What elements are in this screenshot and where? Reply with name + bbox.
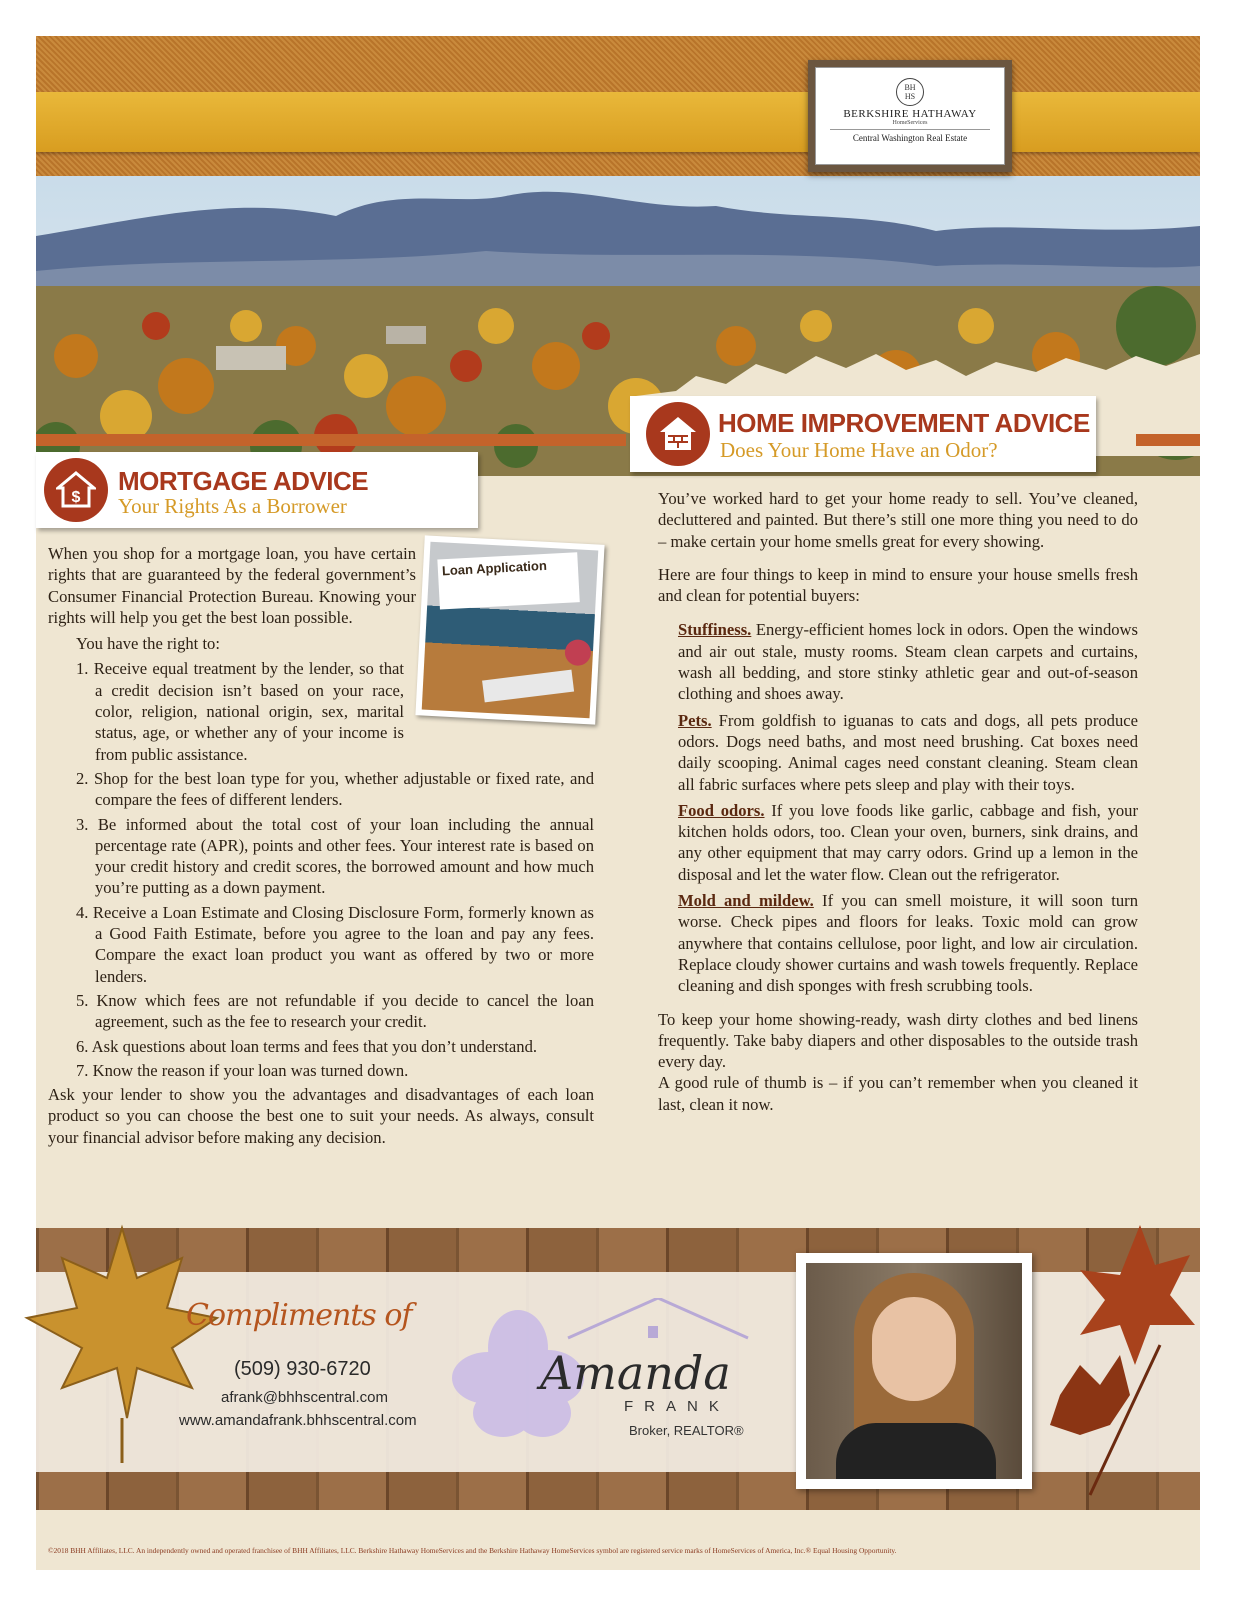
right-item: 2. Shop for the best loan type for you, whether adjustable or fixed rate, and compare the fees of different lenders.: [76, 768, 594, 810]
tip-stuffiness: Stuffiness. Energy-efficient homes lock in odors. Open the windows and air out stale, musty rooms. Steam clean carpets and curtains, wash all bedding, and store stinky athletic gear and out-of-season clothing and shoes away.: [678, 620, 1138, 704]
right-item: 1. Receive equal treatment by the lender, so that a credit decision isn’t based on your race, color, religion, national origin, sex, marital status, age, or whether any of your income is from public assistance.: [76, 659, 404, 764]
right-item: 4. Receive a Loan Estimate and Closing Disclosure Form, formerly known as a Good Faith Estimate, before you agree to the loan and pay any fees. Compare the exact loan product you want as offered by two or more lenders.: [76, 902, 594, 986]
home-intro: You’ve worked hard to get your home ready to sell. You’ve cleaned, decluttered and painted. But there’s still one more thing you need to do – make certain your home smells great for every showing.: [658, 489, 1138, 551]
logo-name: BERKSHIRE HATHAWAY: [843, 108, 977, 120]
agent-phone[interactable]: (509) 930-6720: [234, 1358, 371, 1380]
agent-photo: [796, 1253, 1032, 1489]
house-brick-icon: [646, 402, 710, 466]
logo-office: Central Washington Real Estate: [830, 129, 990, 143]
tip-food-odors: Food odors. If you love foods like garlic, cabbage and fish, your kitchen holds odors, too. Clean your oven, burners, sink drains, and any other equipment that may carry odors. Grind up a lemon in the disposal and let the water flow. Clean out the refrigerator.: [678, 800, 1138, 884]
right-item: 7. Know the reason if your loan was turned down.: [76, 1060, 409, 1080]
mortgage-column: [48, 543, 594, 1148]
accent-line: [36, 434, 626, 446]
logo-sub: HomeServices: [892, 120, 928, 126]
brokerage-logo: [808, 60, 1012, 172]
yellow-ribbon: [36, 92, 1200, 152]
rights-list: [48, 658, 594, 1081]
home-improvement-title: HOME IMPROVEMENT ADVICE: [718, 408, 1090, 438]
home-lead: Here are four things to keep in mind to ensure your house smells fresh and clean for potential buyers:: [658, 564, 1138, 606]
right-item: 3. Be informed about the total cost of your loan including the annual percentage rate (APR), points and other fees. Your interest rate is based on your credit history and credit scores, the borrowed amount and how much you’re putting as a down payment.: [76, 814, 594, 898]
maple-leaf-icon: [22, 1218, 222, 1468]
mortgage-title: MORTGAGE ADVICE: [118, 466, 369, 496]
agent-clothing: [836, 1423, 996, 1479]
agent-email[interactable]: afrank@bhhscentral.com: [221, 1389, 388, 1406]
bhhs-seal-icon: BH HS: [896, 78, 924, 106]
home-improvement-header: [630, 396, 1096, 472]
compliments-of: Compliments of: [186, 1298, 412, 1333]
right-item: 6. Ask questions about loan terms and fees that you don’t understand.: [76, 1036, 538, 1056]
home-column: [658, 488, 1138, 1115]
agent-face: [872, 1297, 956, 1401]
right-item: 5. Know which fees are not refundable if you decide to cancel the loan agreement, such as the fee to research your credit.: [76, 990, 594, 1032]
mortgage-intro: When you shop for a mortgage loan, you have certain rights that are guaranteed by the federal government’s Consumer Financial Protection Bureau. Knowing your rights will help you get the best loan possible.: [48, 544, 416, 627]
accent-line-right: [1136, 434, 1200, 446]
house-dollar-icon: [44, 458, 108, 522]
tip-pets: Pets. From goldfish to iguanas to cats and dogs, all pets produce odors. Dogs need baths, and most need brushing. Cat boxes need daily scooping. Animal cages need constant cleaning. Steam clean all fabric surfaces where pets sleep and play with their toys.: [678, 710, 1138, 794]
agent-website[interactable]: www.amandafrank.bhhscentral.com: [179, 1412, 417, 1429]
mortgage-subtitle: Your Rights As a Borrower: [118, 494, 347, 518]
tip-mold-mildew: Mold and mildew. If you can smell moisture, it will soon turn worse. Check pipes and floors for leaks. Toxic mold can grow anywhere that contains cellulose, poor light, and low air circulation. Replace cloudy shower curtains and wash towels frequently. Replace cleaning and dish sponges with fresh scrubbing tools.: [678, 891, 1139, 996]
home-improvement-subtitle: Does Your Home Have an Odor?: [720, 438, 998, 462]
agent-last-name: FRANK: [624, 1398, 730, 1415]
svg-text:$: $: [71, 489, 81, 506]
legal-footer: ©2018 BHH Affiliates, LLC. An independently owned and operated franchisee of BHH Affiliates, LLC. Berkshire Hathaway HomeServices and the Berkshire Hathaway HomeServices symbol are registered service marks of HomeServices of America, Inc.® Equal Housing Opportunity.: [48, 1546, 897, 1555]
agent-role: Broker, REALTOR®: [629, 1423, 744, 1438]
mortgage-lead: You have the right to:: [76, 634, 220, 654]
home-closing-2: A good rule of thumb is – if you can’t remember when you cleaned it last, clean it now.: [658, 1073, 1138, 1114]
agent-first-name: Amanda: [540, 1346, 731, 1400]
loan-application-label: Loan Application: [437, 552, 579, 609]
autumn-leaves-icon: [1020, 1215, 1200, 1505]
mortgage-closing: Ask your lender to show you the advantages and disadvantages of each loan product so you can choose the best one to suit your needs. As always, consult your financial advisor before making any decision.: [48, 1085, 594, 1147]
home-closing-1: To keep your home showing-ready, wash dirty clothes and bed linens frequently. Take baby diapers and other disposables to the outside trash every day.: [658, 1009, 1138, 1072]
mortgage-header: [36, 452, 478, 528]
